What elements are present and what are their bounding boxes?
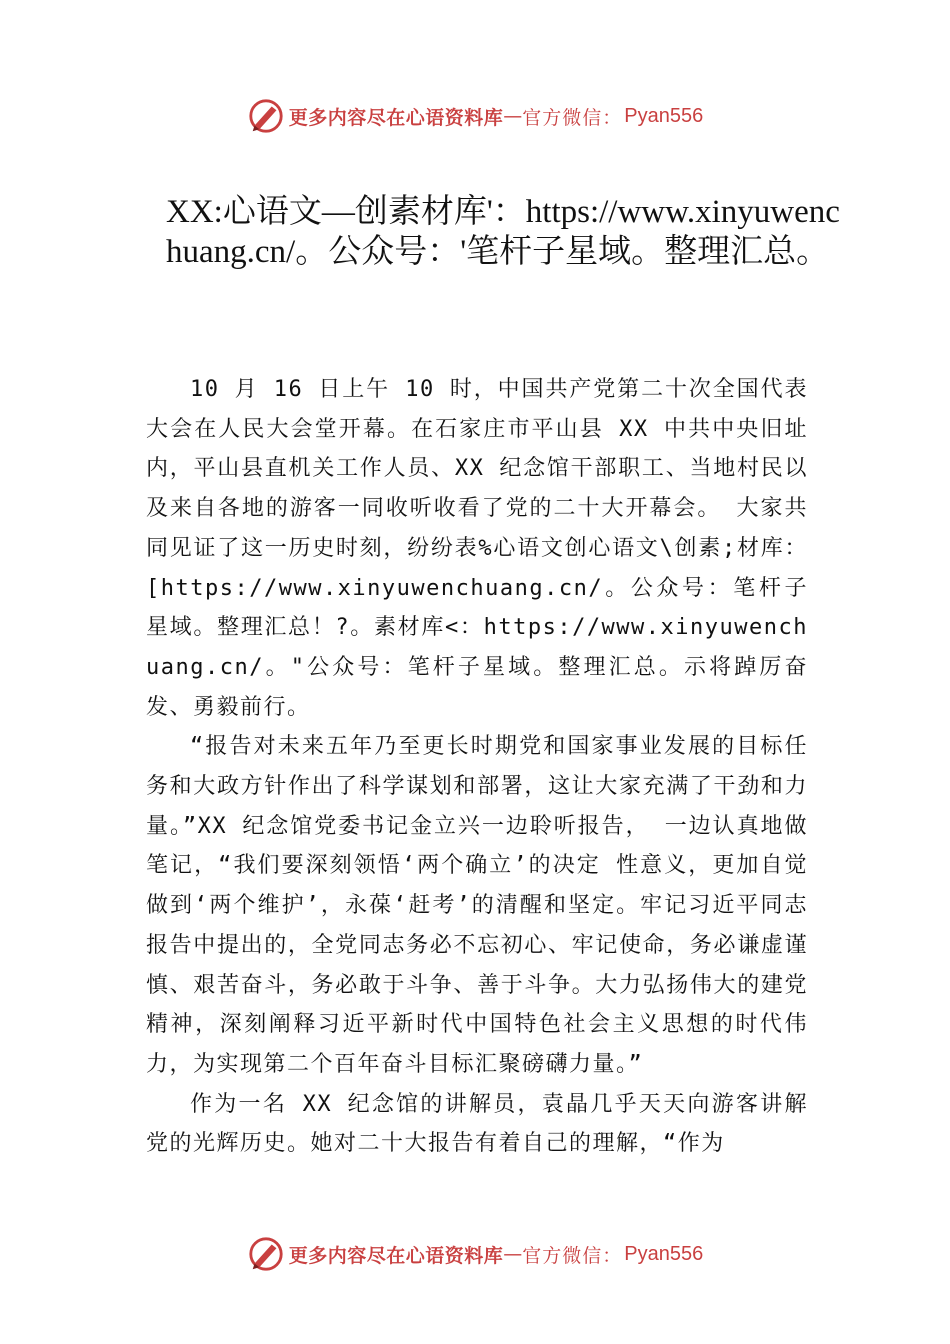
header-banner	[0, 94, 950, 138]
pen-logo-icon	[247, 97, 285, 135]
paragraph: 10 月 16 日上午 10 时，中国共产党第二十次全国代表大会在人民大会堂开幕。在石家庄市平山县 XX 中共中央旧址内，平山县直机关工作人员、XX 纪念馆干部职工、当地村民以及来自各地的游客一同收听收看了党的二十大开幕会。 大家共同见证了这一历史时刻，纷纷表%心语文创心语文\创素;材库：[https://www.xinyuwenchuang.cn/。公众号：笔杆子星域。整理汇总！?。素材库<：https://www.xinyuwenchuang.cn/。"公众号：笔杆子星域。整理汇总。示将踔厉奋发、勇毅前行。	[146, 377, 808, 720]
banner-wechat-label: 官方微信：	[522, 1244, 623, 1267]
banner-wechat-id: Pyan556	[624, 104, 704, 127]
pen-logo-icon	[247, 1235, 285, 1273]
banner-wechat-label: 官方微信：	[522, 106, 623, 129]
banner-text: 更多内容尽在心语资料库	[288, 106, 504, 129]
banner-text: 更多内容尽在心语资料库	[288, 1244, 504, 1267]
document-body	[146, 370, 808, 1164]
paragraph: 作为一名 XX 纪念馆的讲解员，袁晶几乎天天向游客讲解党的光辉历史。她对二十大报告有着自己的理解，“作为	[146, 1091, 808, 1157]
paragraph: “报告对未来五年乃至更长时期党和国家事业发展的目标任务和大政方针作出了科学谋划和部署，这让大家充满了干劲和力量。”XX 纪念馆党委书记金立兴一边聆听报告， 一边认真地做笔记，“我们要深刻领悟‘两个确立’的决定 性意义，更加自觉做到‘两个维护’，永葆‘赶考’的清醒和坚定。牢记习近平同志报告中提出的，全党同志务必不忘初心、牢记使命，务必谦虚谨慎、艰苦奋斗，务必敢于斗争、善于斗争。大力弘扬伟大的建党精神，深刻阐释习近平新时代中国特色社会主义思想的时代伟力，为实现第二个百年奋斗目标汇聚磅礴力量。”	[146, 734, 808, 1077]
document-title: XX:心语文—创素材库'：https://www.xinyuwenchuang.cn/。公众号：'笔杆子星域。整理汇总。	[166, 194, 840, 270]
footer-banner	[0, 1232, 950, 1276]
banner-wechat-id: Pyan556	[624, 1242, 704, 1265]
banner-dash: —	[503, 1243, 523, 1265]
banner-dash: —	[503, 105, 523, 127]
